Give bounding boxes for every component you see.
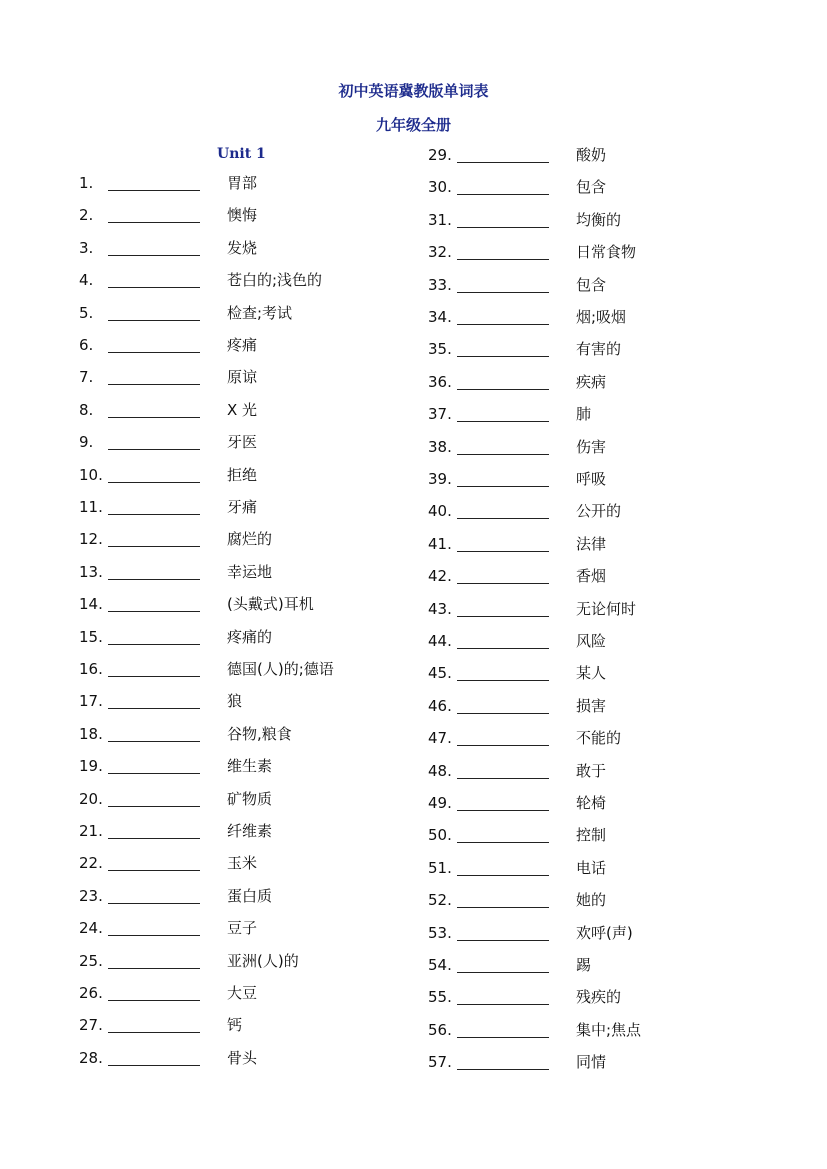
answer-blank[interactable] [108, 806, 200, 807]
word-row [428, 242, 728, 262]
word-row [79, 173, 379, 193]
item-number: 53. [428, 923, 452, 942]
answer-blank[interactable] [457, 162, 549, 163]
word-row [79, 270, 379, 290]
word-row [79, 400, 379, 420]
item-number: 52. [428, 891, 452, 910]
word-row [428, 275, 728, 295]
chinese-meaning: 控制 [576, 826, 607, 845]
chinese-meaning: 呼吸 [576, 470, 607, 488]
word-row [79, 659, 379, 679]
word-row [79, 1048, 379, 1068]
answer-blank[interactable] [457, 454, 549, 455]
word-row [428, 858, 728, 878]
word-row [428, 534, 728, 554]
answer-blank[interactable] [108, 968, 200, 969]
item-number: 10. [79, 465, 103, 484]
item-number: 49. [428, 794, 452, 812]
answer-blank[interactable] [108, 514, 200, 515]
answer-blank[interactable] [108, 190, 200, 191]
chinese-meaning: 有害的 [576, 340, 622, 359]
item-number: 55. [428, 988, 452, 1007]
item-number: 20. [79, 789, 103, 808]
chinese-meaning: 伤害 [576, 437, 607, 456]
item-number: 42. [428, 567, 452, 586]
word-row [428, 501, 728, 521]
answer-blank[interactable] [457, 810, 549, 811]
item-number: 24. [79, 919, 103, 938]
answer-blank[interactable] [108, 1032, 200, 1033]
word-row [79, 756, 379, 776]
answer-blank[interactable] [457, 1037, 549, 1038]
answer-blank[interactable] [108, 579, 200, 580]
item-number: 18. [79, 724, 103, 743]
word-row [428, 1052, 728, 1072]
chinese-meaning: 牙痛 [227, 498, 258, 516]
chinese-meaning: 玉米 [227, 854, 258, 873]
chinese-meaning: 包含 [576, 178, 607, 197]
answer-blank[interactable] [457, 972, 549, 973]
chinese-meaning: 矿物质 [227, 789, 273, 808]
word-row [428, 825, 728, 845]
page-title: 初中英语冀教版单词表 [338, 82, 489, 100]
chinese-meaning: 大豆 [227, 984, 258, 1002]
item-number: 17. [79, 692, 103, 711]
answer-blank[interactable] [108, 384, 200, 385]
item-number: 57. [428, 1053, 452, 1072]
item-number: 36. [428, 372, 452, 391]
item-number: 56. [428, 1020, 452, 1039]
item-number: 14. [79, 595, 103, 614]
chinese-meaning: 蛋白质 [227, 886, 273, 905]
answer-blank[interactable] [457, 518, 549, 519]
word-row [79, 238, 379, 258]
item-number: 26. [79, 984, 103, 1002]
answer-blank[interactable] [457, 713, 549, 714]
item-number: 25. [79, 951, 103, 970]
item-number: 7. [79, 368, 94, 387]
item-number: 40. [428, 502, 452, 521]
word-row [79, 789, 379, 809]
answer-blank[interactable] [457, 259, 549, 260]
item-number: 38. [428, 437, 452, 456]
chinese-meaning: 骨头 [227, 1048, 258, 1067]
answer-blank[interactable] [457, 551, 549, 552]
answer-blank[interactable] [457, 227, 549, 228]
item-number: 32. [428, 243, 452, 262]
answer-blank[interactable] [108, 870, 200, 871]
item-number: 22. [79, 854, 103, 873]
chinese-meaning: 法律 [576, 534, 607, 553]
word-row [428, 566, 728, 586]
answer-blank[interactable] [108, 320, 200, 321]
chinese-meaning: 狼 [227, 692, 243, 711]
chinese-meaning: 同情 [576, 1053, 607, 1072]
chinese-meaning: 欢呼(声) [576, 923, 633, 942]
answer-blank[interactable] [457, 356, 549, 357]
word-row [428, 631, 728, 651]
word-row [428, 372, 728, 392]
answer-blank[interactable] [108, 1000, 200, 1001]
chinese-meaning: 电话 [576, 858, 607, 877]
answer-blank[interactable] [108, 676, 200, 677]
chinese-meaning: 不能的 [576, 729, 622, 748]
item-number: 11. [79, 498, 103, 516]
item-number: 45. [428, 664, 452, 683]
chinese-meaning: 某人 [576, 664, 607, 683]
word-row [428, 145, 728, 165]
answer-blank[interactable] [457, 1069, 549, 1070]
answer-blank[interactable] [457, 1004, 549, 1005]
word-row [428, 177, 728, 197]
chinese-meaning: (头戴式)耳机 [227, 595, 314, 614]
answer-blank[interactable] [457, 583, 549, 584]
page-subtitle: 九年级全册 [375, 116, 451, 134]
answer-blank[interactable] [108, 935, 200, 936]
answer-blank[interactable] [108, 1065, 200, 1066]
chinese-meaning: 轮椅 [576, 794, 607, 812]
chinese-meaning: 肺 [576, 405, 592, 424]
item-number: 28. [79, 1048, 103, 1067]
chinese-meaning: 疼痛 [227, 336, 258, 354]
chinese-meaning: 酸奶 [576, 146, 607, 164]
word-row [428, 210, 728, 230]
item-number: 15. [79, 627, 103, 646]
word-row [428, 761, 728, 781]
answer-blank[interactable] [108, 903, 200, 904]
chinese-meaning: 日常食物 [576, 243, 637, 262]
word-row [79, 303, 379, 323]
answer-blank[interactable] [108, 222, 200, 223]
chinese-meaning: 谷物,粮食 [227, 724, 292, 743]
word-row [428, 1020, 728, 1040]
answer-blank[interactable] [457, 842, 549, 843]
chinese-meaning: 烟;吸烟 [576, 308, 627, 326]
word-row [79, 627, 379, 647]
item-number: 3. [79, 238, 94, 257]
word-row [79, 205, 379, 225]
word-row [428, 923, 728, 943]
chinese-meaning: 均衡的 [576, 210, 622, 229]
chinese-meaning: 德国(人)的;德语 [227, 660, 334, 678]
item-number: 2. [79, 206, 94, 225]
item-number: 16. [79, 660, 103, 678]
chinese-meaning: 疾病 [576, 372, 607, 391]
chinese-meaning: 豆子 [227, 919, 258, 938]
word-row [79, 853, 379, 873]
word-row [79, 951, 379, 971]
answer-blank[interactable] [108, 644, 200, 645]
chinese-meaning: 苍白的;浅色的 [227, 271, 323, 290]
word-row [79, 594, 379, 614]
word-row [79, 432, 379, 452]
word-row [428, 307, 728, 327]
item-number: 27. [79, 1016, 103, 1035]
word-row [428, 437, 728, 457]
item-number: 41. [428, 534, 452, 553]
word-row [79, 983, 379, 1003]
item-number: 34. [428, 308, 452, 326]
word-row [428, 696, 728, 716]
chinese-meaning: 损害 [576, 696, 607, 715]
chinese-meaning: 钙 [227, 1016, 243, 1035]
item-number: 9. [79, 433, 94, 452]
item-number: 33. [428, 275, 452, 294]
item-number: 13. [79, 562, 103, 581]
answer-blank[interactable] [457, 389, 549, 390]
answer-blank[interactable] [457, 616, 549, 617]
word-row [428, 599, 728, 619]
item-number: 1. [79, 174, 94, 192]
answer-blank[interactable] [457, 680, 549, 681]
answer-blank[interactable] [457, 940, 549, 941]
item-number: 35. [428, 340, 452, 359]
item-number: 37. [428, 405, 452, 424]
answer-blank[interactable] [108, 708, 200, 709]
answer-blank[interactable] [108, 417, 200, 418]
chinese-meaning: 胃部 [227, 174, 258, 192]
answer-blank[interactable] [108, 255, 200, 256]
item-number: 48. [428, 761, 452, 780]
answer-blank[interactable] [108, 838, 200, 839]
chinese-meaning: 她的 [576, 891, 607, 910]
item-number: 44. [428, 632, 452, 650]
chinese-meaning: 香烟 [576, 567, 607, 586]
chinese-meaning: 懊悔 [227, 206, 258, 225]
item-number: 39. [428, 470, 452, 488]
word-row [79, 335, 379, 355]
item-number: 8. [79, 400, 94, 419]
answer-blank[interactable] [457, 324, 549, 325]
chinese-meaning: 无论何时 [576, 599, 637, 618]
answer-blank[interactable] [457, 648, 549, 649]
item-number: 29. [428, 146, 452, 164]
answer-blank[interactable] [457, 907, 549, 908]
answer-blank[interactable] [457, 745, 549, 746]
word-row [79, 465, 379, 485]
word-row [428, 890, 728, 910]
word-row [428, 663, 728, 683]
word-row [79, 918, 379, 938]
word-row [79, 886, 379, 906]
item-number: 12. [79, 530, 103, 549]
word-row [79, 497, 379, 517]
chinese-meaning: 残疾的 [576, 988, 622, 1007]
answer-blank[interactable] [108, 773, 200, 774]
chinese-meaning: 亚洲(人)的 [227, 951, 299, 970]
chinese-meaning: 牙医 [227, 433, 258, 452]
word-row [79, 724, 379, 744]
chinese-meaning: 检查;考试 [227, 303, 293, 322]
chinese-meaning: 敢于 [576, 761, 607, 780]
chinese-meaning: 拒绝 [227, 465, 258, 484]
word-row [428, 955, 728, 975]
chinese-meaning: 纤维素 [227, 822, 273, 840]
unit-heading: Unit 1 [217, 146, 266, 162]
item-number: 30. [428, 178, 452, 197]
chinese-meaning: 踢 [576, 956, 592, 974]
chinese-meaning: 腐烂的 [227, 530, 273, 549]
chinese-meaning: 集中;焦点 [576, 1020, 642, 1039]
item-number: 43. [428, 599, 452, 618]
item-number: 46. [428, 696, 452, 715]
word-row [79, 529, 379, 549]
answer-blank[interactable] [457, 194, 549, 195]
item-number: 21. [79, 822, 103, 840]
item-number: 51. [428, 858, 452, 877]
answer-blank[interactable] [108, 611, 200, 612]
item-number: 54. [428, 956, 452, 974]
chinese-meaning: 包含 [576, 275, 607, 294]
item-number: 6. [79, 336, 94, 354]
answer-blank[interactable] [457, 292, 549, 293]
word-row [428, 404, 728, 424]
item-number: 19. [79, 757, 103, 776]
chinese-meaning: 原谅 [227, 368, 258, 387]
chinese-meaning: X 光 [227, 400, 258, 419]
word-row [79, 821, 379, 841]
word-row [79, 1015, 379, 1035]
word-row [79, 691, 379, 711]
answer-blank[interactable] [457, 875, 549, 876]
answer-blank[interactable] [108, 287, 200, 288]
word-row [428, 728, 728, 748]
chinese-meaning: 发烧 [227, 238, 258, 257]
word-row [428, 987, 728, 1007]
chinese-meaning: 疼痛的 [227, 627, 273, 646]
word-row [428, 469, 728, 489]
answer-blank[interactable] [457, 421, 549, 422]
answer-blank[interactable] [457, 486, 549, 487]
answer-blank[interactable] [108, 352, 200, 353]
chinese-meaning: 公开的 [576, 502, 622, 521]
item-number: 5. [79, 303, 94, 322]
answer-blank[interactable] [108, 482, 200, 483]
chinese-meaning: 风险 [576, 632, 607, 650]
chinese-meaning: 维生素 [227, 757, 273, 776]
item-number: 4. [79, 271, 94, 290]
answer-blank[interactable] [457, 778, 549, 779]
item-number: 50. [428, 826, 452, 845]
word-row [428, 793, 728, 813]
item-number: 31. [428, 210, 452, 229]
item-number: 23. [79, 886, 103, 905]
answer-blank[interactable] [108, 741, 200, 742]
word-row [428, 339, 728, 359]
word-row [79, 562, 379, 582]
answer-blank[interactable] [108, 546, 200, 547]
answer-blank[interactable] [108, 449, 200, 450]
word-row [79, 367, 379, 387]
item-number: 47. [428, 729, 452, 748]
chinese-meaning: 幸运地 [227, 562, 273, 581]
